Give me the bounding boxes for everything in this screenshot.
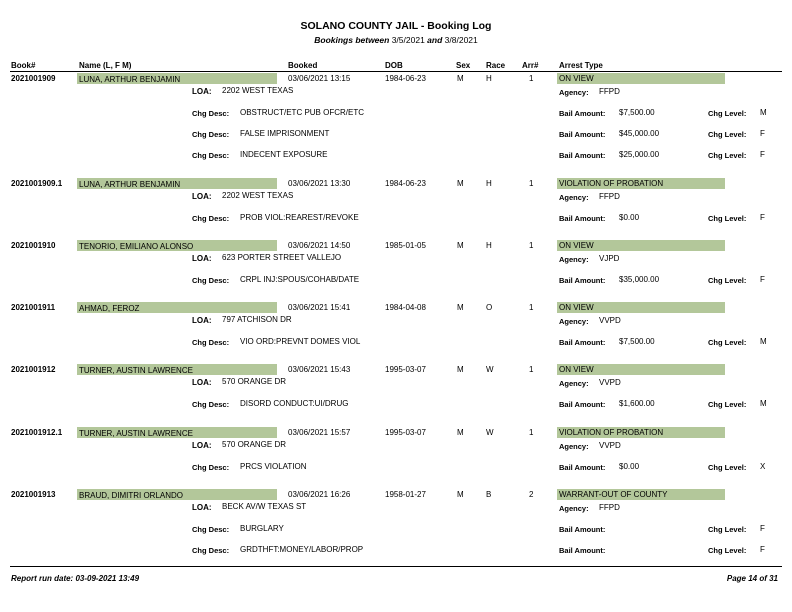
agency-value: VVPD (599, 316, 621, 325)
book-number: 2021001910 (11, 241, 56, 250)
sex-value: M (457, 179, 464, 188)
bail-amount-label: Bail Amount: (559, 463, 606, 472)
charge-description: OBSTRUCT/ETC PUB OFCR/ETC (240, 108, 365, 117)
charge-level: F (760, 213, 765, 222)
bail-amount-label: Bail Amount: (559, 276, 606, 285)
bail-amount: $1,600.00 (619, 399, 655, 408)
arrest-count: 1 (529, 428, 534, 437)
date-to: 3/8/2021 (444, 35, 478, 45)
bail-amount-label: Bail Amount: (559, 546, 606, 555)
subtitle-and: and (427, 35, 443, 45)
agency-value: VVPD (599, 378, 621, 387)
booking-record (0, 178, 792, 238)
booked-datetime: 03/06/2021 16:26 (288, 490, 351, 499)
inmate-name: TURNER, AUSTIN LAWRENCE (79, 366, 193, 375)
dob-value: 1984-06-23 (385, 74, 426, 83)
col-header-name: Name (L, F M) (79, 61, 132, 70)
chg-desc-label: Chg Desc: (192, 130, 230, 139)
loa-value: 2202 WEST TEXAS (222, 86, 294, 95)
col-header-race: Race (486, 61, 506, 70)
book-number: 2021001909.1 (11, 179, 63, 188)
bail-amount: $0.00 (619, 213, 640, 222)
loa-label: LOA: (192, 441, 212, 450)
bail-amount: $25,000.00 (619, 150, 660, 159)
booked-datetime: 03/06/2021 15:41 (288, 303, 351, 312)
charge-description: CRPL INJ:SPOUS/COHAB/DATE (240, 275, 360, 284)
inmate-name: TURNER, AUSTIN LAWRENCE (79, 429, 193, 438)
sex-value: M (457, 365, 464, 374)
inmate-name: LUNA, ARTHUR BENJAMIN (79, 75, 181, 84)
chg-desc-label: Chg Desc: (192, 109, 230, 118)
arrest-type: VIOLATION OF PROBATION (559, 428, 664, 437)
bail-amount-label: Bail Amount: (559, 338, 606, 347)
agency-label: Agency: (559, 379, 589, 388)
date-from: 3/5/2021 (391, 35, 425, 45)
chg-level-label: Chg Level: (708, 151, 747, 160)
loa-value: BECK AV/W TEXAS ST (222, 502, 307, 511)
dob-value: 1984-04-08 (385, 303, 426, 312)
bail-amount: $45,000.00 (619, 129, 660, 138)
race-value: H (486, 74, 492, 83)
book-number: 2021001909 (11, 74, 56, 83)
inmate-name: TENORIO, EMILIANO ALONSO (79, 242, 194, 251)
arrest-count: 1 (529, 303, 534, 312)
booking-record (0, 73, 792, 160)
booking-record (0, 302, 792, 362)
agency-value: VVPD (599, 441, 621, 450)
subtitle-prefix: Bookings between (314, 35, 390, 45)
sex-value: M (457, 428, 464, 437)
arrest-type: WARRANT-OUT OF COUNTY (559, 490, 668, 499)
booked-datetime: 03/06/2021 15:57 (288, 428, 351, 437)
agency-label: Agency: (559, 442, 589, 451)
charge-description: FALSE IMPRISONMENT (240, 129, 330, 138)
inmate-name: LUNA, ARTHUR BENJAMIN (79, 180, 181, 189)
arrest-count: 1 (529, 179, 534, 188)
bail-amount: $0.00 (619, 462, 640, 471)
loa-value: 797 ATCHISON DR (222, 315, 292, 324)
page-number: Page 14 of 31 (726, 574, 778, 583)
report-subtitle (0, 35, 792, 45)
charge-description: BURGLARY (240, 524, 284, 533)
chg-desc-label: Chg Desc: (192, 400, 230, 409)
charge-description: PROB VIOL:REAREST/REVOKE (240, 213, 359, 222)
loa-label: LOA: (192, 87, 212, 96)
loa-label: LOA: (192, 254, 212, 263)
chg-level-label: Chg Level: (708, 525, 747, 534)
bail-amount-label: Bail Amount: (559, 151, 606, 160)
chg-level-label: Chg Level: (708, 214, 747, 223)
loa-value: 2202 WEST TEXAS (222, 191, 294, 200)
bail-amount: $35,000.00 (619, 275, 660, 284)
charge-level: F (760, 524, 765, 533)
booked-datetime: 03/06/2021 13:15 (288, 74, 351, 83)
inmate-name: AHMAD, FEROZ (79, 304, 140, 313)
bail-amount-label: Bail Amount: (559, 214, 606, 223)
charge-level: M (760, 337, 767, 346)
book-number: 2021001912 (11, 365, 56, 374)
chg-level-label: Chg Level: (708, 338, 747, 347)
loa-value: 570 ORANGE DR (222, 440, 287, 449)
chg-level-label: Chg Level: (708, 546, 747, 555)
booking-record (0, 427, 792, 487)
booked-datetime: 03/06/2021 15:43 (288, 365, 351, 374)
chg-level-label: Chg Level: (708, 400, 747, 409)
arrest-type: ON VIEW (559, 241, 594, 250)
race-value: B (486, 490, 492, 499)
arrest-type: ON VIEW (559, 74, 594, 83)
arrest-type: ON VIEW (559, 303, 594, 312)
bail-amount-label: Bail Amount: (559, 400, 606, 409)
chg-level-label: Chg Level: (708, 276, 747, 285)
race-value: O (486, 303, 493, 312)
inmate-name: BRAUD, DIMITRI ORLANDO (79, 491, 184, 500)
loa-label: LOA: (192, 316, 212, 325)
dob-value: 1995-03-07 (385, 428, 426, 437)
col-header-booked: Booked (288, 61, 318, 70)
charge-description: PRCS VIOLATION (240, 462, 307, 471)
charge-level: F (760, 129, 765, 138)
race-value: H (486, 241, 492, 250)
arrest-count: 2 (529, 490, 534, 499)
sex-value: M (457, 74, 464, 83)
loa-value: 623 PORTER STREET VALLEJO (222, 253, 342, 262)
chg-level-label: Chg Level: (708, 109, 747, 118)
dob-value: 1995-03-07 (385, 365, 426, 374)
arrest-type: VIOLATION OF PROBATION (559, 179, 664, 188)
header-divider (10, 71, 782, 72)
chg-level-label: Chg Level: (708, 130, 747, 139)
chg-desc-label: Chg Desc: (192, 338, 230, 347)
loa-label: LOA: (192, 192, 212, 201)
chg-level-label: Chg Level: (708, 463, 747, 472)
agency-label: Agency: (559, 504, 589, 513)
dob-value: 1984-06-23 (385, 179, 426, 188)
chg-desc-label: Chg Desc: (192, 525, 230, 534)
bail-amount: $7,500.00 (619, 337, 655, 346)
col-header-dob: DOB (385, 61, 403, 70)
book-number: 2021001911 (11, 303, 56, 312)
book-number: 2021001912.1 (11, 428, 63, 437)
booking-record (0, 364, 792, 424)
report-title: SOLANO COUNTY JAIL - Booking Log (300, 20, 492, 32)
sex-value: M (457, 303, 464, 312)
agency-label: Agency: (559, 255, 589, 264)
report-run-date: Report run date: 03-09-2021 13:49 (11, 574, 140, 583)
chg-desc-label: Chg Desc: (192, 151, 230, 160)
charge-level: F (760, 150, 765, 159)
booked-datetime: 03/06/2021 13:30 (288, 179, 351, 188)
charge-description: INDECENT EXPOSURE (240, 150, 328, 159)
booked-datetime: 03/06/2021 14:50 (288, 241, 351, 250)
charge-level: F (760, 275, 765, 284)
agency-value: FFPD (599, 503, 620, 512)
charge-level: M (760, 399, 767, 408)
booking-record (0, 240, 792, 300)
col-header-arrest-type: Arrest Type (559, 61, 603, 70)
col-header-arr: Arr# (522, 61, 539, 70)
charge-description: DISORD CONDUCT:UI/DRUG (240, 399, 349, 408)
race-value: W (486, 365, 494, 374)
dob-value: 1958-01-27 (385, 490, 426, 499)
agency-label: Agency: (559, 317, 589, 326)
agency-value: FFPD (599, 192, 620, 201)
charge-level: M (760, 108, 767, 117)
footer-divider (10, 566, 782, 567)
chg-desc-label: Chg Desc: (192, 276, 230, 285)
charge-description: VIO ORD:PREVNT DOMES VIOL (240, 337, 361, 346)
arrest-type: ON VIEW (559, 365, 594, 374)
bail-amount-label: Bail Amount: (559, 525, 606, 534)
charge-level: F (760, 545, 765, 554)
loa-label: LOA: (192, 503, 212, 512)
arrest-count: 1 (529, 241, 534, 250)
bail-amount-label: Bail Amount: (559, 130, 606, 139)
agency-value: VJPD (599, 254, 620, 263)
charge-level: X (760, 462, 766, 471)
agency-label: Agency: (559, 193, 589, 202)
race-value: H (486, 179, 492, 188)
loa-value: 570 ORANGE DR (222, 377, 287, 386)
charge-description: GRDTHFT:MONEY/LABOR/PROP (240, 545, 364, 554)
bail-amount-label: Bail Amount: (559, 109, 606, 118)
arrest-count: 1 (529, 74, 534, 83)
booking-record (0, 489, 792, 555)
sex-value: M (457, 241, 464, 250)
col-header-book: Book# (11, 61, 36, 70)
chg-desc-label: Chg Desc: (192, 214, 230, 223)
sex-value: M (457, 490, 464, 499)
dob-value: 1985-01-05 (385, 241, 426, 250)
agency-value: FFPD (599, 87, 620, 96)
col-header-sex: Sex (456, 61, 471, 70)
chg-desc-label: Chg Desc: (192, 546, 230, 555)
agency-label: Agency: (559, 88, 589, 97)
race-value: W (486, 428, 494, 437)
chg-desc-label: Chg Desc: (192, 463, 230, 472)
bail-amount: $7,500.00 (619, 108, 655, 117)
book-number: 2021001913 (11, 490, 56, 499)
arrest-count: 1 (529, 365, 534, 374)
loa-label: LOA: (192, 378, 212, 387)
